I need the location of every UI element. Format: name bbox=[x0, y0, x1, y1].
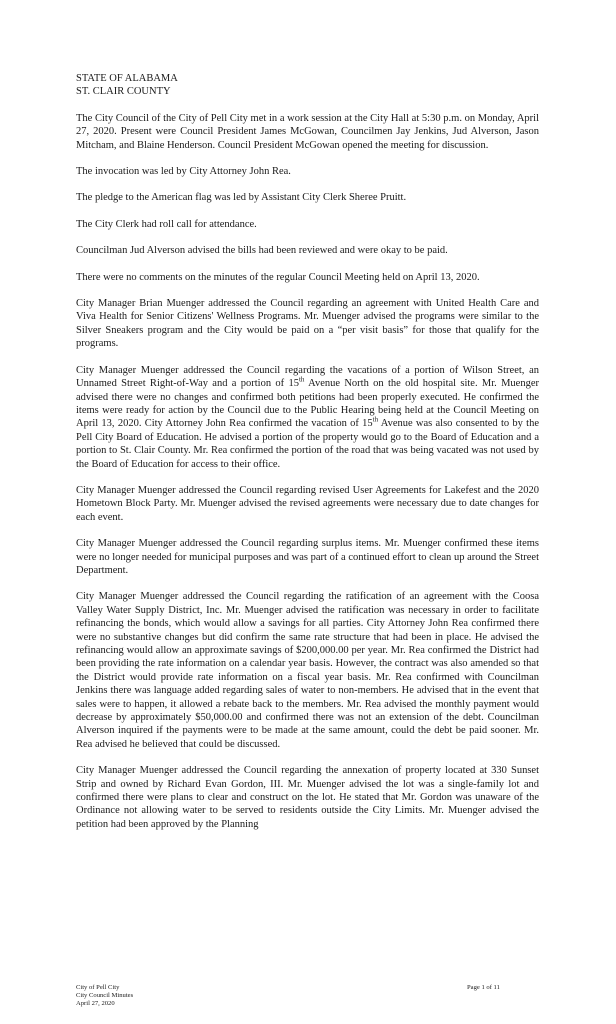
paragraph-annexation: City Manager Muenger addressed the Council regarding the annexation of property located at 330 Sunset Strip and owned by Richard Evan Gordon, III. Mr. Muenger advised the lot was a single-family lot and confirmed there were plans to clear and construct on the lot. He stated that Mr. Gordon was unaware of the Ordinance not allowing water to be served to residents outside the City Limits. Mr. Muenger advised the petition had been approved by the Planning bbox=[76, 765, 539, 830]
footer-page-number: Page 1 of 11 bbox=[467, 984, 500, 991]
paragraph-water-agreement: City Manager Muenger addressed the Council regarding the ratification of an agreement with the Coosa Valley Water Supply District, Inc. Mr. Muenger advised the ratification was necessary in order to facilitate refinancing the bonds, which would allow a savings for all parties. City Attorney John Rea confirmed there were no substantive changes but did confirm the same rate structure that had been in place. He advised the refinancing would allow an approximate savings of $200,000.00 per year. Mr. Rea confirmed the District had been providing the rate information on a calendar year basis. However, the contract was also amended so that the District would provide rate information on a fiscal year basis. Mr. Rea confirmed with Councilman Jenkins there was language added regarding sales of water to non-members. He advised that in the event that sales were to happen, it allowed a rebate back to the members. Mr. Rea advised the monthly payment would decrease by approximately $50,000.00 and confirmed there was not an extension of the debt. Councilman Alverson inquired if the payments were to be made at the same amount, could the debt be paid sooner. Mr. Rea advised he believed that could be discussed. bbox=[76, 591, 539, 750]
paragraph-minutes: There were no comments on the minutes of the regular Council Meeting held on April 13, 2020. bbox=[76, 271, 480, 283]
paragraph-opening: The City Council of the City of Pell City met in a work session at the City Hall at 5:30 p.m. on Monday, April 27, 2020. Present were Council President James McGowan, Councilmen Jay Jenkins, Jud Alverson, Jason Mitcham, and Blaine Henderson. Council President McGowan opened the meeting for discussion. bbox=[76, 112, 539, 151]
footer-date: April 27, 2020 bbox=[76, 1000, 115, 1007]
footer-city: City of Pell City bbox=[76, 984, 120, 991]
document-body bbox=[76, 72, 539, 844]
paragraph-pledge: The pledge to the American flag was led by Assistant City Clerk Sheree Pruitt. bbox=[76, 192, 407, 204]
paragraph-surplus-items: City Manager Muenger addressed the Council regarding surplus items. Mr. Muenger confirmed these items were no longer needed for municipal purposes and was part of a continued effort to clean up around the Street Department. bbox=[76, 538, 539, 576]
heading-county: ST. CLAIR COUNTY bbox=[76, 86, 171, 98]
footer-title: City Council Minutes bbox=[76, 992, 134, 999]
paragraph-street-vacations: City Manager Muenger addressed the Council regarding the vacations of a portion of Wilson Street, an Unnamed Street Right-of-Way and a portion of 15th Avenue North on the old hospital site. Mr. Muenger advised there were no changes and confirmed both petitions had been properly executed. He confirmed the items were ready for action by the Council due to the Public Hearing being held at the Council Meeting on April 13, 2020. City Attorney John Rea confirmed the vacation of 15th Avenue was also consented to by the Pell City Board of Education. He advised a portion of the property would go to the Board of Education and a portion to St. Clair County. Mr. Rea confirmed the portion of the road that was being vacated was not used by the Board of Education for access to their office. bbox=[76, 364, 539, 470]
document-heading bbox=[76, 72, 539, 99]
paragraph-user-agreements: City Manager Muenger addressed the Council regarding revised User Agreements for Lakefest and the 2020 Hometown Block Party. Mr. Muenger advised the revised agreements were necessary due to date changes for each event. bbox=[76, 484, 539, 523]
heading-state: STATE OF ALABAMA bbox=[76, 73, 178, 84]
paragraph-bills: Councilman Jud Alverson advised the bills had been reviewed and were okay to be paid. bbox=[76, 245, 448, 257]
footer-document-info bbox=[76, 984, 133, 1008]
paragraph-wellness-programs: City Manager Brian Muenger addressed the Council regarding an agreement with United Health Care and Viva Health for Senior Citizens' Wellness Programs. Mr. Muenger advised the programs were similar to the Silver Sneakers program and the City would be paid on a “per visit basis” for those that qualify for the programs. bbox=[76, 298, 539, 350]
paragraph-roll-call: The City Clerk had roll call for attendance. bbox=[76, 218, 257, 230]
paragraph-invocation: The invocation was led by City Attorney John Rea. bbox=[76, 166, 291, 178]
